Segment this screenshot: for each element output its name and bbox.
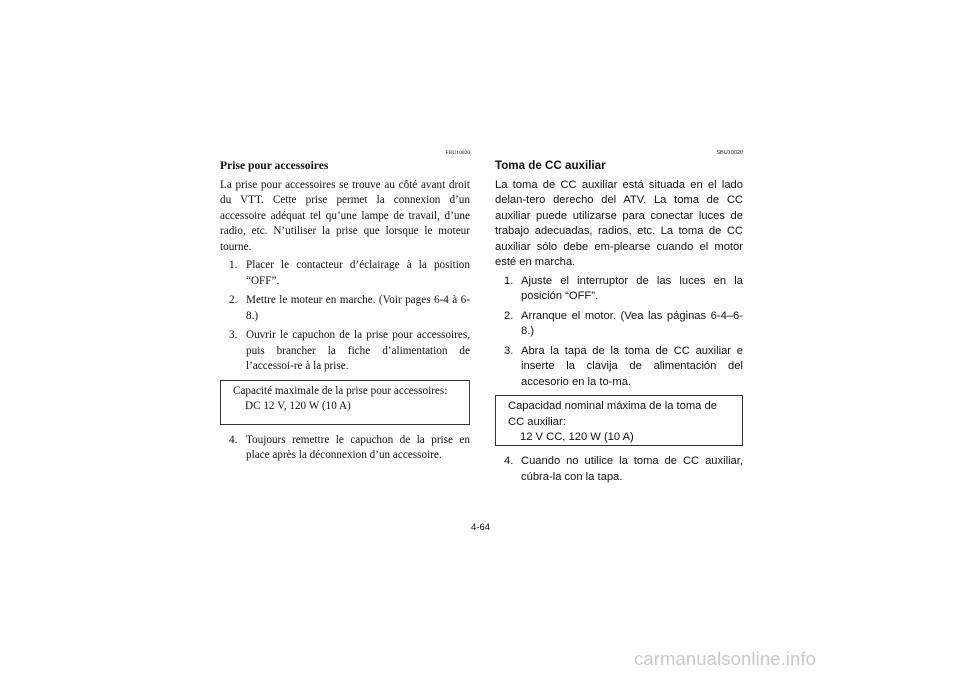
capacity-box xyxy=(495,395,743,446)
step-text: Placer le contacteur d’éclairage à la position “OFF”. xyxy=(246,259,470,287)
page-number: 4-64 xyxy=(471,522,491,533)
list-item xyxy=(495,274,743,305)
list-item xyxy=(495,344,743,391)
step-number: 1. xyxy=(504,274,514,287)
step-text: Toujours remettre le capuchon de la prise en place après la déconnexion d’un accessoire. xyxy=(246,433,470,461)
step-number: 3. xyxy=(229,329,238,341)
step-number: 4. xyxy=(504,455,514,467)
section-code: FBU10020 xyxy=(445,150,470,156)
section-code: SBU10020 xyxy=(716,150,743,156)
step-text: Cuando no utilice la toma de CC auxiliar, cúbra-la con la tapa. xyxy=(521,455,743,483)
capacity-value: DC 12 V, 120 W (10 A) xyxy=(245,400,351,412)
steps-list-continued xyxy=(220,433,470,464)
intro-paragraph: La prise pour accessoires se trouve au côté avant droit du VTT. Cette prise permet la connexion d’un accessoire adéquat tel qu’une lampe de travail, d’une radio, etc. N’utiliser la prise que lorsque le moteur tourne. xyxy=(220,178,470,253)
list-item xyxy=(220,293,470,324)
steps-list xyxy=(220,258,470,375)
step-text: Ouvrir le capuchon de la prise pour accessoires, puis brancher la fiche d’alimentation de l’accessoi-re à la prise. xyxy=(246,329,470,372)
capacity-value: 12 V CC, 120 W (10 A) xyxy=(520,431,634,443)
capacity-label: Capacité maximale de la prise pour accessoires: xyxy=(233,384,448,397)
list-item xyxy=(495,309,743,340)
capacity-label: Capacidad nominal máxima de la toma de CC auxiliar: xyxy=(508,400,717,428)
step-text: Arranque el motor. (Vea las páginas 6-4–6-8.) xyxy=(521,309,743,337)
list-item xyxy=(220,328,470,375)
spanish-column xyxy=(495,150,743,489)
steps-list-continued xyxy=(495,454,743,485)
intro-paragraph: La toma de CC auxiliar está situada en el lado delan-tero derecho del ATV. La toma de CC auxiliar puede utilizarse para conectar luces de trabajo adecuadas, radios, etc. La toma de CC auxiliar sólo debe em-plearse cuando el motor esté en marcha. xyxy=(495,178,743,268)
step-number: 4. xyxy=(229,433,238,446)
list-item xyxy=(220,433,470,464)
step-text: Ajuste el interruptor de las luces en la posición “OFF”. xyxy=(521,274,743,302)
step-text: Abra la tapa de la toma de CC auxiliar e inserte la clavija de alimentación del accesorio en la to-ma. xyxy=(521,344,743,388)
list-item xyxy=(220,258,470,289)
capacity-box xyxy=(220,380,470,425)
watermark-text: carmanualsonline.info xyxy=(634,648,817,669)
list-item xyxy=(495,454,743,485)
section-title: Toma de CC auxiliar xyxy=(495,159,606,172)
french-column xyxy=(220,150,470,468)
step-number: 1. xyxy=(229,259,238,271)
step-number: 2. xyxy=(504,309,514,322)
step-number: 3. xyxy=(504,344,514,357)
step-text: Mettre le moteur en marche. (Voir pages 6-4 à 6-8.) xyxy=(246,294,470,322)
steps-list xyxy=(495,274,743,391)
step-number: 2. xyxy=(229,294,238,306)
section-title: Prise pour accessoires xyxy=(220,159,329,172)
